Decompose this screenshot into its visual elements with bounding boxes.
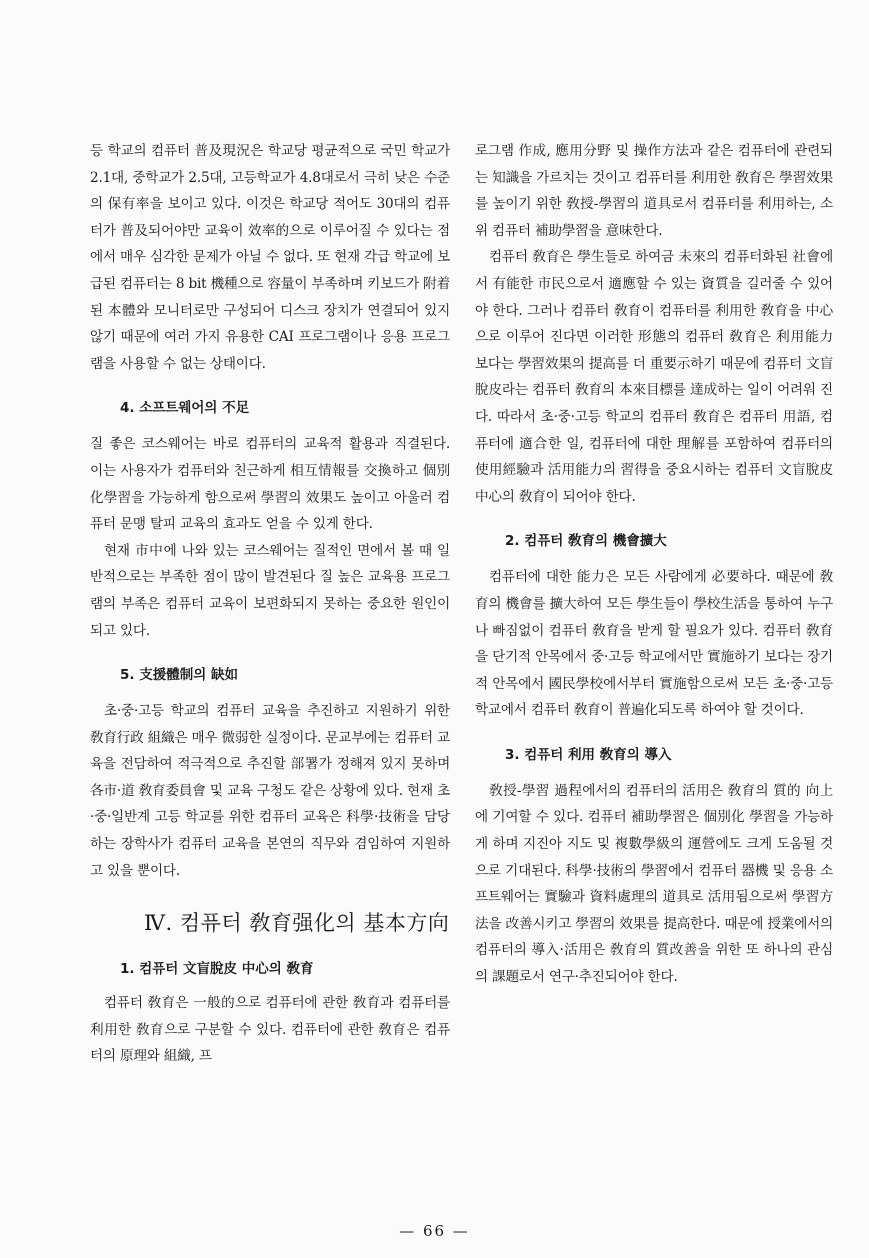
paragraph: 현재 市中에 나와 있는 코스웨어는 질적인 면에서 볼 때 일반적으로는 부족한 점이 많이 발견된다 질 높은 교육용 프로그램의 부족은 컴퓨터 교육이 보편화되지 못하는 중요한 원인이 되고 있다. <box>90 542 450 639</box>
section-heading: Ⅳ. 컴퓨터 敎育强化의 基本方向 <box>144 911 450 936</box>
paragraph: 초·중·고등 학교의 컴퓨터 교육을 추진하고 지원하기 위한 敎育行政 組織은 매우 微弱한 실정이다. 문교부에는 컴퓨터 교육을 전담하여 적극적으로 추진할 部署가 정해져 있지 못하며 各市·道 敎育委員會 및 교육 구청도 같은 상황에 있다. 현재 초·중·일반계 고등 학교를 위한 컴퓨터 교육은 科學·技術을 담당하는 장학사가 컴퓨터 교육을 본연의 직무와 겸임하여 지원하고 있을 뿐이다. <box>90 703 450 879</box>
paragraph: 로그램 作成, 應用分野 및 操作方法과 같은 컴퓨터에 관련되는 知識을 가르치는 것이고 컴퓨터를 利用한 敎育은 學習效果를 높이기 위한 敎授-學習의 道具로서 컴퓨터를 利用하는, 소위 컴퓨터 補助學習을 意味한다. <box>475 143 833 239</box>
paragraph: 컴퓨터 敎育은 學生들로 하여금 未來의 컴퓨터화된 社會에서 有能한 市民으로서 適應할 수 있는 資質을 길러줄 수 있어야 한다. 그러나 컴퓨터 敎育이 컴퓨터를 利用한 敎育을 中心으로 이루어 진다면 이러한 形態의 컴퓨터 敎育은 利用能力 보다는 學習效果의 提高를 더 重要示하기 때문에 컴퓨터 文盲脫皮라는 컴퓨터 敎育의 本來目標를 達成하는 일이 어려워 진다. 따라서 초·중·고등 학교의 컴퓨터 敎育은 컴퓨터 用語, 컴퓨터에 適合한 일, 컴퓨터에 대한 理解를 포함하여 컴퓨터의 使用經驗과 活用能力의 習得을 중요시하는 컴퓨터 文盲脫皮 中心의 敎育이 되어야 한다. <box>475 249 833 505</box>
paragraph: 敎授-學習 過程에서의 컴퓨터의 活用은 敎育의 質的 向上에 기여할 수 있다. 컴퓨터 補助學習은 個別化 學習을 가능하게 하며 지진아 지도 및 複數學級의 運營에도 크게 도움될 것으로 기대된다. 科學·技術의 學習에서 컴퓨터 器機 및 응용 소프트웨어는 實驗과 資料處理의 道具로 活用됨으로써 學習方法을 改善시키고 學習의 效果를 提高한다. 때문에 授業에서의 컴퓨터의 導入·活用은 敎育의 質改善을 위한 또 하나의 관심의 課題로서 연구·추진되어야 한다. <box>475 782 833 986</box>
subsection-heading: 5. 支援體制의 缺如 <box>120 667 238 684</box>
subsection-heading: 1. 컴퓨터 文盲脫皮 中心의 敎育 <box>120 961 314 978</box>
right-column <box>475 138 833 991</box>
paragraph: 컴퓨터 敎育은 一般的으로 컴퓨터에 관한 敎育과 컴퓨터를 利用한 敎育으로 구분할 수 있다. 컴퓨터에 관한 敎育은 컴퓨터의 原理와 組織, 프 <box>90 995 450 1065</box>
subsection-heading: 2. 컴퓨터 敎育의 機會擴大 <box>505 533 667 550</box>
page-number: — 66 — <box>399 1222 470 1240</box>
subsection-heading: 3. 컴퓨터 利用 敎育의 導入 <box>505 746 672 763</box>
subsection-heading: 4. 소프트웨어의 不足 <box>120 400 250 417</box>
paragraph: 컴퓨터에 대한 能力은 모든 사람에게 必要하다. 때문에 敎育의 機會를 擴大하여 모든 學生들이 學校生活을 통하여 누구나 빠짐없이 컴퓨터 敎育을 받게 할 필요가 있다. 컴퓨터 敎育을 단기적 안목에서 중·고등 학교에서만 實施하기 보다는 장기적 안목에서 國民學校에서부터 實施함으로써 모든 초·중·고등 학교에서 컴퓨터 敎育이 普遍化되도록 하여야 할 것이다. <box>475 569 833 719</box>
left-column <box>90 138 450 1070</box>
paragraph: 질 좋은 코스웨어는 바로 컴퓨터의 교육적 활용과 직결된다. 이는 사용자가 컴퓨터와 친근하게 相互情報를 交換하고 個別化學習을 가능하게 함으로써 學習의 效果도 높이고 아울러 컴퓨터 문맹 탈피 교육의 효과도 얻을 수 있게 한다. <box>90 436 450 533</box>
paragraph: 등 학교의 컴퓨터 普及現況은 학교당 평균적으로 국민 학교가 2.1대, 중학교가 2.5대, 고등학교가 4.8대로서 극히 낮은 수준의 保有率을 보이고 있다. 이것은 학교당 적어도 30대의 컴퓨터가 普及되어야만 교육이 效率的으로 이루어질 수 있다는 점에서 매우 심각한 문제가 아닐 수 없다. 또 현재 각급 학교에 보급된 컴퓨터는 8 bit 機種으로 容量이 부족하며 키보드가 附着된 本體와 모니터로만 구성되어 디스크 장치가 연결되어 있지 않기 때문에 여러 가지 유용한 CAI 프로그램이나 응용 프로그램을 사용할 수 없는 상태이다. <box>90 143 450 372</box>
